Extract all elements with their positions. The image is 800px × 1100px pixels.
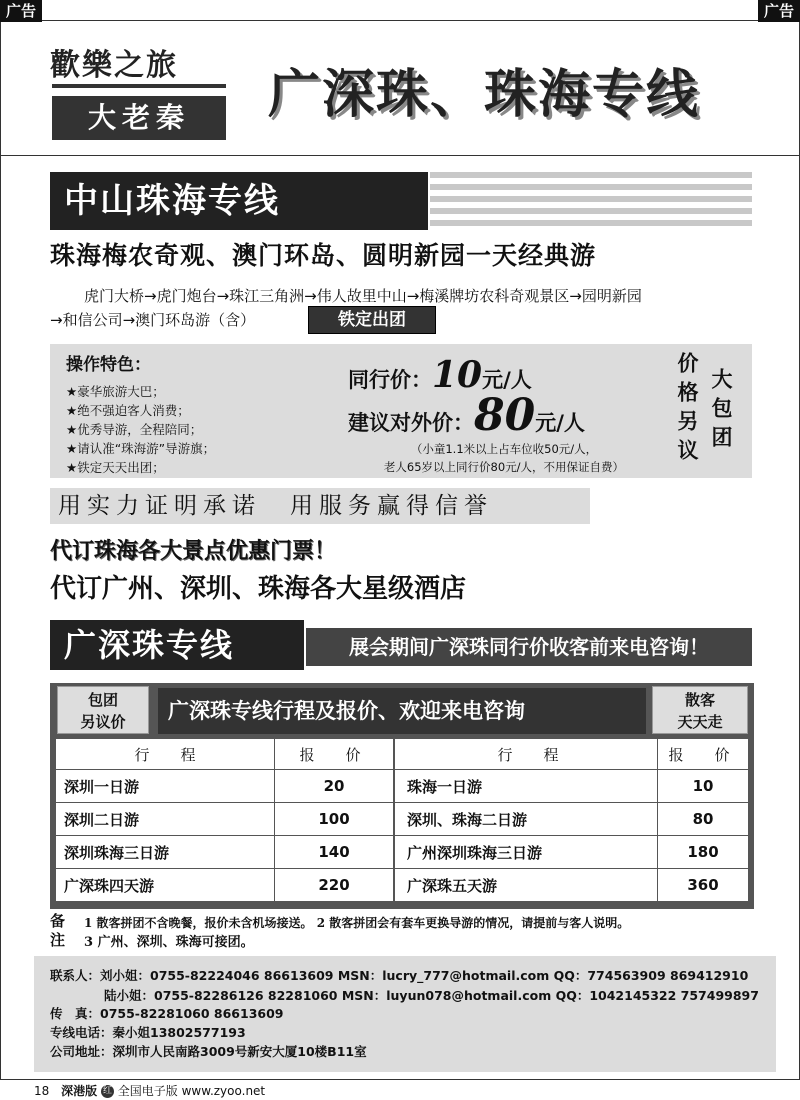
retail-price-value: 80 <box>474 390 536 441</box>
table-row <box>56 770 748 803</box>
ad-tag-left: 广告 <box>0 0 42 22</box>
notes-label-char: 注 <box>50 931 66 949</box>
notes-text <box>84 913 629 953</box>
price-table-title: 广深珠专线行程及报价、欢迎来电咨询 <box>158 688 646 734</box>
page-footer <box>34 1082 265 1099</box>
note-line: 1 散客拼团不含晚餐，报价未含机场接送。 2 散客拼团会有套车更换导游的情况，请提前与客人说明。 <box>84 916 630 930</box>
page-headline: 广深珠、珠海专线 <box>268 65 701 125</box>
group-price-badge: 包团 另议价 <box>57 686 149 734</box>
header-divider <box>0 155 800 156</box>
route-cell: 深圳珠海三日游 <box>56 836 275 869</box>
table-row <box>56 836 748 869</box>
feature-item: ★豪华旅游大巴； <box>66 384 165 399</box>
route-cell: 珠海一日游 <box>394 770 658 803</box>
features-list <box>66 382 215 477</box>
route-cell: 广深珠四天游 <box>56 869 275 902</box>
column-header: 行 程 <box>394 739 658 770</box>
column-header: 行 程 <box>56 739 275 770</box>
column-header: 报 价 <box>658 739 749 770</box>
edition-label: 深港版 <box>61 1084 98 1098</box>
promise-slogan: 用实力证明承诺 用服务赢得信誉 <box>50 488 590 524</box>
price-note <box>344 440 664 476</box>
price-note-line-2: 老人65岁以上同行价80元/人，不用保证自费） <box>383 460 625 474</box>
price-cell: 100 <box>275 803 395 836</box>
tour-subtitle: 珠海梅农奇观、澳门环岛、圆明新园一天经典游 <box>50 241 597 270</box>
stripe-decoration <box>430 172 752 230</box>
route-cell: 广州深圳珠海三日游 <box>394 836 658 869</box>
hotline-line: 专线电话：秦小姐13802577193 <box>50 1025 246 1040</box>
ad-tag-right: 广告 <box>758 0 800 22</box>
section-title-gzsz: 广深珠专线 <box>50 620 304 670</box>
peer-price-label: 同行价： <box>348 368 432 392</box>
logo-company-name: 大老秦 <box>52 96 226 140</box>
route-line-2: →和信公司→澳门环岛游（含） <box>50 311 256 329</box>
ticket-booking-line: 代订珠海各大景点优惠门票！ <box>50 539 337 564</box>
route-cell: 广深珠五天游 <box>394 869 658 902</box>
price-table <box>56 739 748 902</box>
features-title: 操作特色： <box>66 355 151 375</box>
retail-price-unit: 元/人 <box>535 411 585 435</box>
retail-price <box>348 390 585 441</box>
route-cell: 深圳、珠海二日游 <box>394 803 658 836</box>
note-line: 3 广州、深圳、珠海可接团。 <box>84 935 254 950</box>
price-cell: 140 <box>275 836 395 869</box>
route-cell: 深圳一日游 <box>56 770 275 803</box>
logo-divider <box>52 84 226 88</box>
column-header: 报 价 <box>275 739 395 770</box>
daily-departure-badge: 散客 天天走 <box>652 686 748 734</box>
notes-label-char: 备 <box>50 912 66 930</box>
feature-item: ★请认准“珠海游”导游旗； <box>66 441 216 456</box>
route-cell: 深圳二日游 <box>56 803 275 836</box>
site-link[interactable]: 全国电子版 www.zyoo.net <box>117 1084 266 1098</box>
address-line: 公司地址：深圳市人民南路3009号新安大厦10楼B11室 <box>50 1044 367 1059</box>
price-cell: 10 <box>658 770 749 803</box>
exhibition-notice: 展会期间广深珠同行价收客前来电咨询！ <box>306 628 752 666</box>
fax-line: 传 真：0755-82281060 86613609 <box>50 1006 284 1021</box>
logo-wordmark: 歡樂之旅 <box>50 48 178 83</box>
guaranteed-departure-stamp: 铁定出团 <box>308 306 436 334</box>
hotel-booking-line: 代订广州、深圳、珠海各大星级酒店 <box>50 574 467 604</box>
feature-item: ★绝不强迫客人消费； <box>66 403 190 418</box>
price-cell: 220 <box>275 869 395 902</box>
page-number: 18 <box>34 1084 50 1098</box>
peer-price-value: 10 <box>432 354 483 396</box>
feature-item: ★优秀导游，全程陪同； <box>66 422 203 437</box>
retail-price-label: 建议对外价： <box>348 411 474 435</box>
price-negotiable-vertical: 价格另议 <box>675 352 699 468</box>
feature-item: ★铁定天天出团； <box>66 460 165 475</box>
contact-line-lu: 陆小姐：0755-82286126 82281060 MSN：luyun078@hotmail.com QQ：1042145322 757499897 <box>104 988 759 1003</box>
route-line-1: 虎门大桥→虎门炮台→珠江三角洲→伟人故里中山→梅溪牌坊农科奇观景区→园明新园 <box>84 287 642 305</box>
peer-price-unit: 元/人 <box>482 368 532 392</box>
group-tour-vertical: 大包团 <box>709 368 733 455</box>
price-cell: 360 <box>658 869 749 902</box>
price-cell: 20 <box>275 770 395 803</box>
price-cell: 80 <box>658 803 749 836</box>
edition-icon: 红 <box>102 1086 112 1096</box>
table-row <box>56 869 748 902</box>
price-cell: 180 <box>658 836 749 869</box>
notes-label <box>50 912 65 950</box>
section-title-zhongshan: 中山珠海专线 <box>50 172 428 230</box>
table-row <box>56 803 748 836</box>
contact-line-liu: 联系人：刘小姐：0755-82224046 86613609 MSN：lucry_777@hotmail.com QQ：774563909 869412910 <box>50 968 749 983</box>
price-note-line-1: （小童1.1米以上占车位收50元/人， <box>410 442 598 456</box>
table-header-row <box>56 739 748 770</box>
